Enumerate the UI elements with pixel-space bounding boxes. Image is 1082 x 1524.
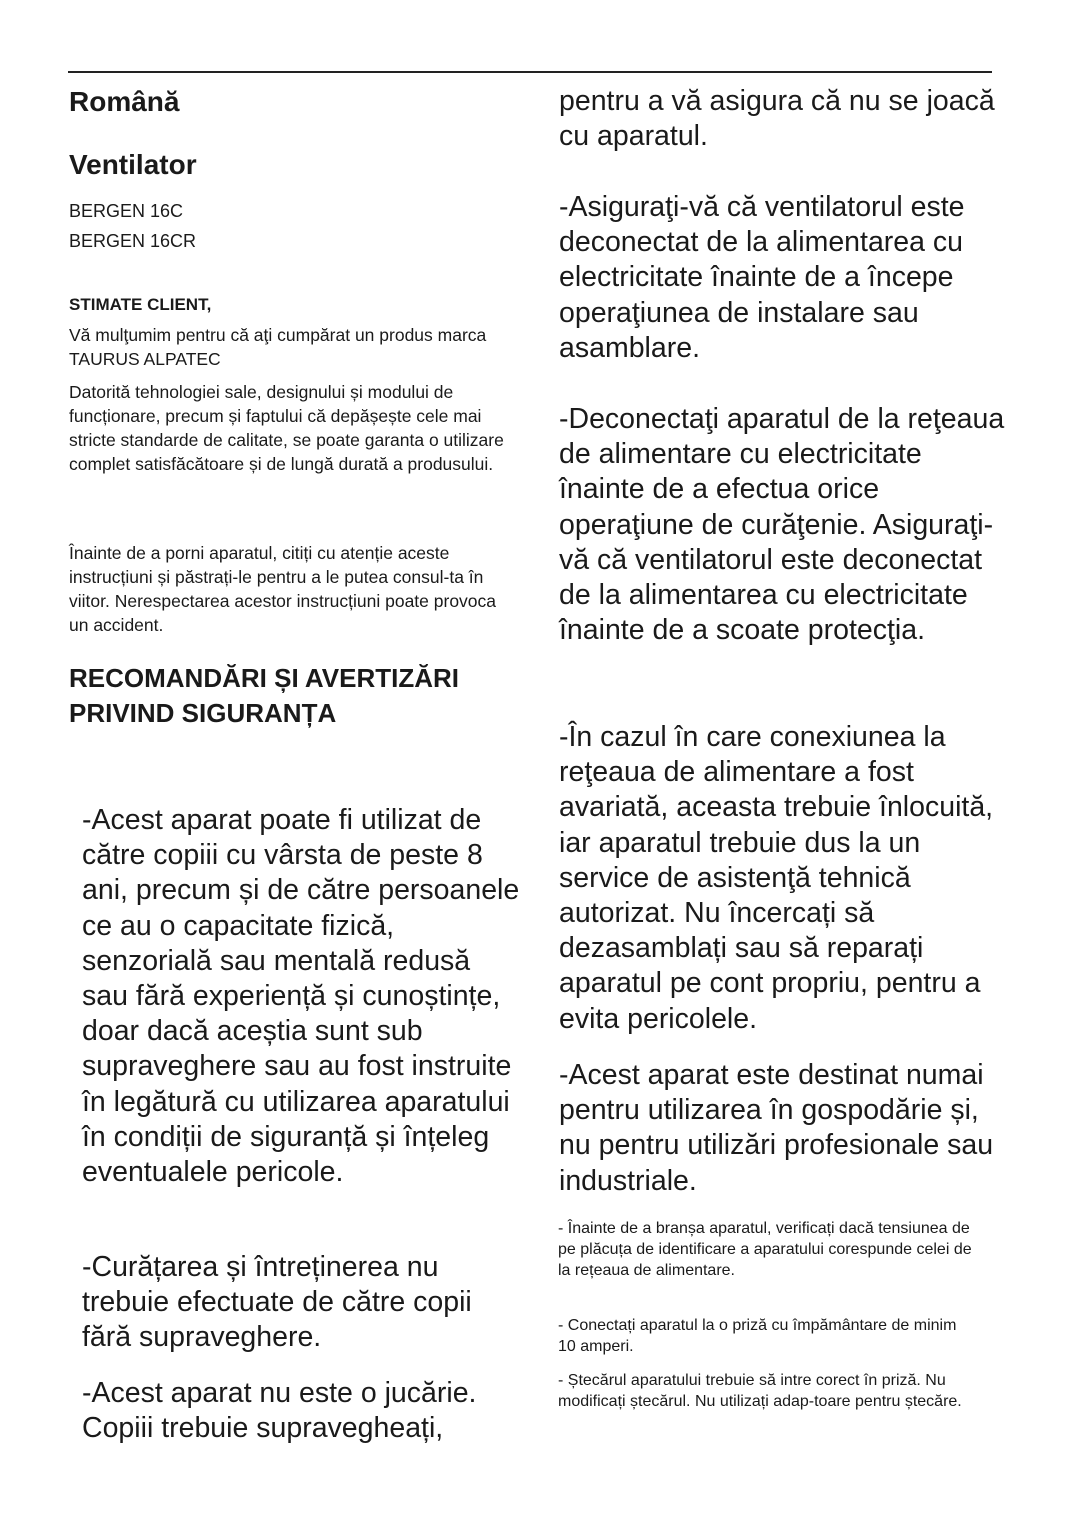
electrical-note: - Ștecărul aparatului trebuie să intre corect în priză. Nu modificați ștecărul. Nu utilizați adap-toare pentru ștecăre.	[558, 1372, 962, 1410]
warning-paragraph: -În cazul în care conexiunea la reţeaua de alimentare a fost avariată, aceasta trebuie înlocuită, iar aparatul trebuie dus la un service de asistenţă tehnică autorizat. Nu încercați să dezasamblați sau să reparați aparatul pe cont propriu, pentru a evita pericolele.	[559, 721, 994, 1035]
warning-paragraph: -Acest aparat poate fi utilizat de către copiii cu vârsta de peste 8 ani, precum și de către persoanele ce au o capacitate fizică, senzorială sau mentală redusă sau fără experiență și cunoștințe, doar dacă aceștia sunt sub supraveghere sau au fost instruite în legătură cu utilizarea aparatului în condiții de siguranță și înțeleg eventualele pericole.	[82, 804, 520, 1189]
read-first-paragraph: Înainte de a porni aparatul, citiți cu atenție aceste instrucțiuni și păstrați-le pentru a le putea consul-ta în viitor. Nerespectarea acestor instrucțiuni poate provoca un accident.	[69, 543, 497, 635]
model-list	[69, 196, 196, 256]
thanks-paragraph: Vă mulţumim pentru că aţi cumpărat un produs marca TAURUS ALPATEC	[69, 325, 487, 369]
warning-paragraph: -Deconectaţi aparatul de la reţeaua de alimentare cu electricitate înainte de a efectua orice operaţiune de curăţenie. Asiguraţi-vă că ventilatorul este deconectat de la alimentarea cu electricitate înainte de a scoate protecţia.	[559, 403, 1005, 647]
electrical-note: - Înainte de a branșa aparatul, verificați dacă tensiunea de pe plăcuța de identificare a aparatului corespunde celei de la rețeaua de alimentare.	[558, 1220, 972, 1279]
product-title: Ventilator	[69, 149, 197, 180]
warning-paragraph: -Asiguraţi-vă că ventilatorul este deconectat de la alimentarea cu electricitate înainte de a începe operaţiunea de instalare sau asamblare.	[559, 191, 965, 364]
model-name: BERGEN 16C	[69, 201, 184, 221]
warning-paragraph: -Acest aparat nu este o jucărie. Copiii trebuie supravegheați,	[82, 1377, 477, 1445]
safety-heading: RECOMANDĂRI ȘI AVERTIZĂRI PRIVIND SIGURANȚA	[69, 663, 459, 728]
warning-paragraph: -Acest aparat este destinat numai pentru utilizarea în gospodărie și, nu pentru utilizări profesionale sau industriale.	[559, 1059, 994, 1197]
quality-paragraph: Datorită tehnologiei sale, designului și modului de funcționare, precum și faptului că depășește cele mai stricte standarde de calitate, se poate garanta o utilizare complet satisfăcătoare și de lungă durată a produsului.	[69, 382, 504, 474]
model-name: BERGEN 16CR	[69, 231, 197, 251]
warning-paragraph: -Curățarea și întreținerea nu trebuie efectuate de către copii fără supraveghere.	[82, 1251, 472, 1354]
greeting: STIMATE CLIENT,	[69, 295, 212, 314]
header-rule	[68, 71, 992, 73]
warning-paragraph: pentru a vă asigura că nu se joacă cu aparatul.	[559, 85, 995, 153]
language-heading: Română	[69, 86, 180, 117]
electrical-note: - Conectați aparatul la o priză cu împământare de minim 10 amperi.	[558, 1317, 957, 1355]
